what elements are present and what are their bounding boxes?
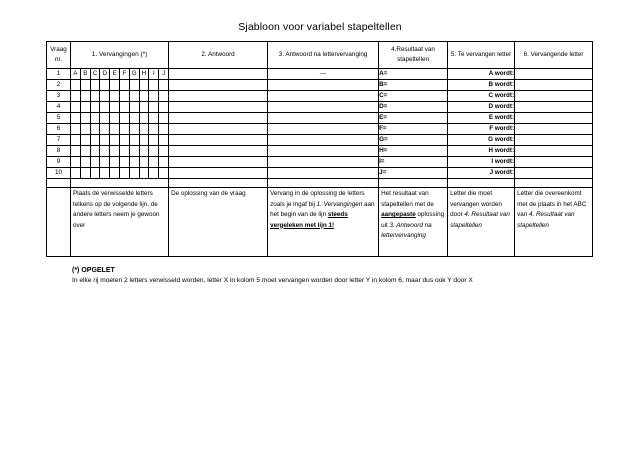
header-row: [47, 42, 593, 69]
letter-cell[interactable]: [110, 102, 120, 113]
letter-cell[interactable]: [129, 80, 139, 91]
desc-antwoord-na: Vervang in de oplossing de letters zoals je ingaf bij 1. Vervangingen aan het begin van de lijn steeds vergeleken met lijn 1!: [268, 188, 379, 257]
resultaat-cell[interactable]: D=: [379, 102, 448, 113]
antwoord-cell[interactable]: [169, 135, 268, 146]
vraag-nr: 8: [47, 146, 71, 157]
antwoord-cell[interactable]: [169, 113, 268, 124]
letter-cell[interactable]: [159, 91, 169, 102]
antwoord-na-cell[interactable]: [268, 113, 379, 124]
letter-cell[interactable]: [159, 124, 169, 135]
letter-cell: B: [80, 69, 90, 80]
letter-cell[interactable]: [129, 91, 139, 102]
header-vervangende: 6. Vervangende letter: [515, 42, 593, 69]
letter-cell: I: [149, 69, 159, 80]
te-vervangen-cell[interactable]: C wordt:: [448, 91, 515, 102]
letter-cell[interactable]: [149, 168, 159, 179]
te-vervangen-cell[interactable]: J wordt:: [448, 168, 515, 179]
letter-cell[interactable]: [90, 102, 100, 113]
letter-cell[interactable]: [110, 91, 120, 102]
letter-cell[interactable]: [149, 135, 159, 146]
te-vervangen-cell[interactable]: A wordt:: [448, 69, 515, 80]
letter-cell: C: [90, 69, 100, 80]
letter-cell: E: [110, 69, 120, 80]
table-row: [47, 80, 593, 91]
letter-cell[interactable]: [159, 102, 169, 113]
resultaat-cell[interactable]: E=: [379, 113, 448, 124]
letter-cell[interactable]: [149, 146, 159, 157]
resultaat-cell[interactable]: A=: [379, 69, 448, 80]
stapeltellen-table: [46, 41, 593, 257]
letter-cell[interactable]: [110, 157, 120, 168]
desc-vervangingen: Plaats de verwisselde letters telkens op de volgende lijn, de andere letters neem je gewoon over: [71, 188, 169, 257]
letter-cell[interactable]: [110, 168, 120, 179]
letter-cell[interactable]: [80, 168, 90, 179]
vraag-nr: 4: [47, 102, 71, 113]
antwoord-cell[interactable]: [169, 80, 268, 91]
letter-cell[interactable]: [129, 168, 139, 179]
vraag-nr: 3: [47, 91, 71, 102]
header-vervangingen: 1. Vervangingen (*): [71, 42, 169, 69]
te-vervangen-cell[interactable]: H wordt:: [448, 146, 515, 157]
vraag-nr: 7: [47, 135, 71, 146]
letter-cell: G: [129, 69, 139, 80]
table-row: [47, 168, 593, 179]
table-row: [47, 91, 593, 102]
letter-cell[interactable]: [129, 157, 139, 168]
letter-cell: J: [159, 69, 169, 80]
letter-cell[interactable]: [80, 157, 90, 168]
description-row: [47, 188, 593, 257]
resultaat-cell[interactable]: B=: [379, 80, 448, 91]
antwoord-na-cell[interactable]: [268, 102, 379, 113]
letter-cell[interactable]: [119, 168, 129, 179]
letter-cell[interactable]: [71, 113, 81, 124]
letter-cell[interactable]: [129, 146, 139, 157]
letter-cell[interactable]: [119, 135, 129, 146]
letter-cell[interactable]: [80, 102, 90, 113]
vervangende-cell[interactable]: [515, 157, 593, 168]
antwoord-cell[interactable]: [169, 102, 268, 113]
desc-vervangende: Letter die overeenkomt met de plaats in het ABC van 4. Resultaat van stapeltellen: [515, 188, 593, 257]
letter-cell[interactable]: [90, 168, 100, 179]
table-row: [47, 124, 593, 135]
letter-cell[interactable]: [90, 124, 100, 135]
header-antwoord-na: 3. Antwoord na lettervervanging: [268, 42, 379, 69]
letter-cell[interactable]: [139, 102, 149, 113]
letter-cell[interactable]: [149, 91, 159, 102]
note-heading: (*) OPGELET: [72, 267, 115, 274]
letter-cell[interactable]: [159, 113, 169, 124]
te-vervangen-cell[interactable]: I wordt:: [448, 157, 515, 168]
desc-antwoord: De oplossing van de vraag: [169, 188, 268, 257]
letter-cell[interactable]: [100, 124, 110, 135]
letter-cell[interactable]: [139, 168, 149, 179]
letter-cell[interactable]: [149, 157, 159, 168]
resultaat-cell[interactable]: H=: [379, 146, 448, 157]
resultaat-cell[interactable]: G=: [379, 135, 448, 146]
letter-cell[interactable]: [139, 146, 149, 157]
letter-cell[interactable]: [80, 146, 90, 157]
letter-cell[interactable]: [149, 113, 159, 124]
letter-cell[interactable]: [110, 146, 120, 157]
letter-cell[interactable]: [80, 80, 90, 91]
letter-cell[interactable]: [100, 113, 110, 124]
letter-cell[interactable]: [80, 91, 90, 102]
letter-cell[interactable]: [90, 157, 100, 168]
letter-cell[interactable]: [129, 124, 139, 135]
letter-cell[interactable]: [110, 135, 120, 146]
letter-cell[interactable]: [90, 91, 100, 102]
letter-cell[interactable]: [100, 80, 110, 91]
antwoord-na-cell[interactable]: [268, 168, 379, 179]
antwoord-cell[interactable]: [169, 69, 268, 80]
antwoord-cell[interactable]: [169, 91, 268, 102]
vervangende-cell[interactable]: [515, 80, 593, 91]
letter-cell[interactable]: [119, 113, 129, 124]
letter-cell[interactable]: [149, 102, 159, 113]
letter-cell[interactable]: [100, 168, 110, 179]
letter-cell[interactable]: [159, 157, 169, 168]
table-row: [47, 69, 593, 80]
letter-cell[interactable]: [139, 157, 149, 168]
vraag-nr: 9: [47, 157, 71, 168]
letter-cell: H: [139, 69, 149, 80]
letter-cell[interactable]: [119, 102, 129, 113]
letter-cell[interactable]: [100, 157, 110, 168]
letter-cell[interactable]: [80, 124, 90, 135]
vraag-nr: 10: [47, 168, 71, 179]
letter-cell[interactable]: [129, 102, 139, 113]
letter-cell[interactable]: [71, 80, 81, 91]
letter-cell[interactable]: [71, 157, 81, 168]
letter-cell[interactable]: [71, 102, 81, 113]
table-row: [47, 113, 593, 124]
letter-cell[interactable]: [139, 113, 149, 124]
antwoord-cell[interactable]: [169, 146, 268, 157]
letter-cell[interactable]: [90, 146, 100, 157]
letter-cell[interactable]: [110, 80, 120, 91]
desc-resultaat: Het resultaat van stapeltellen met de aangepaste oplossing uit 3. Antwoord na lettervervanging: [379, 188, 448, 257]
vervangende-cell[interactable]: [515, 102, 593, 113]
letter-cell[interactable]: [100, 146, 110, 157]
spacer-row: [47, 179, 593, 188]
table-row: [47, 146, 593, 157]
resultaat-cell[interactable]: C=: [379, 91, 448, 102]
header-antwoord: 2. Antwoord: [169, 42, 268, 69]
antwoord-cell[interactable]: [169, 168, 268, 179]
letter-cell[interactable]: [90, 80, 100, 91]
letter-cell[interactable]: [71, 124, 81, 135]
vervangende-cell[interactable]: [515, 124, 593, 135]
antwoord-na-cell[interactable]: [268, 80, 379, 91]
letter-cell[interactable]: [159, 168, 169, 179]
letter-cell[interactable]: [129, 135, 139, 146]
letter-cell[interactable]: [159, 80, 169, 91]
vraag-nr: 1: [47, 69, 71, 80]
letter-cell: A: [71, 69, 81, 80]
letter-cell[interactable]: [149, 80, 159, 91]
letter-cell[interactable]: [100, 135, 110, 146]
letter-cell[interactable]: [119, 157, 129, 168]
antwoord-na-cell[interactable]: [268, 91, 379, 102]
letter-cell[interactable]: [119, 91, 129, 102]
te-vervangen-cell[interactable]: B wordt:: [448, 80, 515, 91]
vervangende-cell[interactable]: [515, 146, 593, 157]
vraag-nr: 5: [47, 113, 71, 124]
letter-cell[interactable]: [119, 80, 129, 91]
letter-cell[interactable]: [139, 91, 149, 102]
antwoord-na-cell[interactable]: —: [268, 69, 379, 80]
letter-cell[interactable]: [80, 135, 90, 146]
letter-cell[interactable]: [159, 135, 169, 146]
te-vervangen-cell[interactable]: G wordt:: [448, 135, 515, 146]
te-vervangen-cell[interactable]: E wordt:: [448, 113, 515, 124]
vervangende-cell[interactable]: [515, 168, 593, 179]
letter-cell[interactable]: [71, 168, 81, 179]
antwoord-na-cell[interactable]: [268, 157, 379, 168]
table-row: [47, 135, 593, 146]
letter-cell[interactable]: [119, 146, 129, 157]
vraag-nr: 2: [47, 80, 71, 91]
vervangende-cell[interactable]: [515, 91, 593, 102]
letter-cell[interactable]: [110, 113, 120, 124]
letter-cell[interactable]: [129, 113, 139, 124]
table-row: [47, 157, 593, 168]
resultaat-cell[interactable]: I=: [379, 157, 448, 168]
vraag-nr: 6: [47, 124, 71, 135]
letter-cell[interactable]: [119, 124, 129, 135]
note-text: In elke rij moeten 2 letters verwisseld worden, letter X in kolom 5 moet vervangen worden door letter Y in kolom 6, maar dus ook Y door X: [72, 277, 473, 284]
letter-cell[interactable]: [71, 91, 81, 102]
letter-cell: F: [119, 69, 129, 80]
page-title: Sjabloon voor variabel stapeltellen: [238, 21, 402, 33]
letter-cell[interactable]: [149, 124, 159, 135]
letter-cell[interactable]: [100, 91, 110, 102]
desc-te-vervangen: Letter die moet vervangen worden door 4. Resultaat van stapeltellen: [448, 188, 515, 257]
letter-cell[interactable]: [139, 135, 149, 146]
letter-cell[interactable]: [139, 124, 149, 135]
vervangende-cell[interactable]: [515, 135, 593, 146]
te-vervangen-cell[interactable]: F wordt:: [448, 124, 515, 135]
antwoord-na-cell[interactable]: [268, 146, 379, 157]
letter-cell[interactable]: [110, 124, 120, 135]
table-row: [47, 102, 593, 113]
vervangende-cell[interactable]: [515, 113, 593, 124]
letter-cell[interactable]: [90, 113, 100, 124]
resultaat-cell[interactable]: J=: [379, 168, 448, 179]
antwoord-cell[interactable]: [169, 124, 268, 135]
letter-cell[interactable]: [100, 102, 110, 113]
letter-cell[interactable]: [80, 113, 90, 124]
te-vervangen-cell[interactable]: D wordt:: [448, 102, 515, 113]
letter-cell[interactable]: [139, 80, 149, 91]
letter-cell[interactable]: [71, 146, 81, 157]
header-te-vervangen: 5. Te vervangen letter: [448, 42, 515, 69]
resultaat-cell[interactable]: F=: [379, 124, 448, 135]
header-resultaat: 4.Resultaat van stapeltellen: [379, 42, 448, 69]
header-vraag: Vraag nr.: [47, 42, 71, 69]
letter-cell[interactable]: [90, 135, 100, 146]
letter-cell[interactable]: [71, 135, 81, 146]
antwoord-na-cell[interactable]: [268, 135, 379, 146]
antwoord-cell[interactable]: [169, 157, 268, 168]
antwoord-na-cell[interactable]: [268, 124, 379, 135]
letter-cell[interactable]: [159, 146, 169, 157]
vervangende-cell[interactable]: [515, 69, 593, 80]
letter-cell: D: [100, 69, 110, 80]
